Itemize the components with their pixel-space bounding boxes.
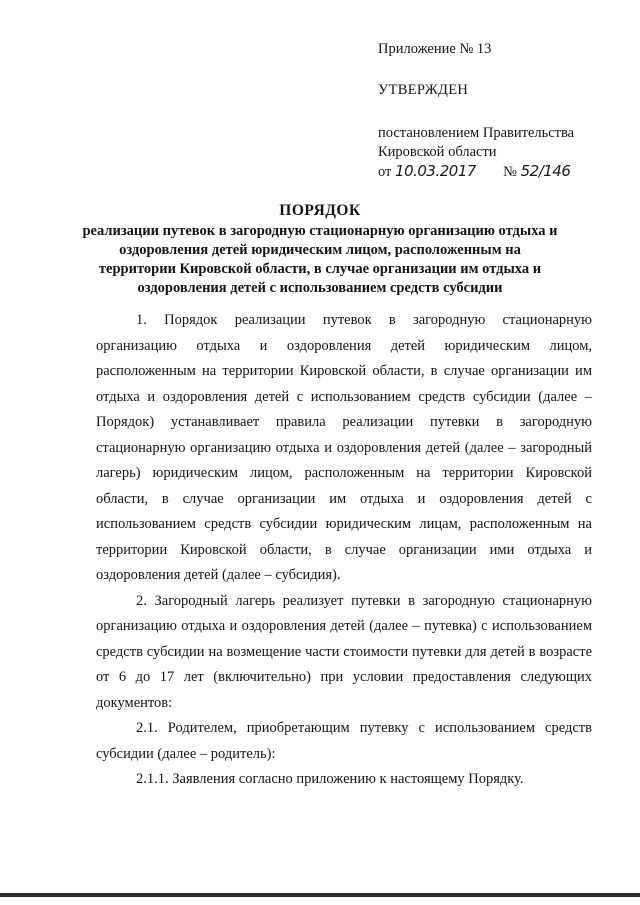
scan-bottom-edge bbox=[0, 893, 640, 897]
decree-line-2: Кировской области bbox=[378, 144, 497, 160]
document-body bbox=[96, 308, 592, 793]
handwritten-number: 52/146 bbox=[520, 162, 571, 180]
number-prefix: № bbox=[503, 164, 518, 180]
document-subtitle: реализации путевок в загородную стационарную организацию отдыха и оздоровления детей юридическим лицом, расположенным на территории Кировской области, в случае организации им отдыха и оздоровления детей с использованием средств субсидии bbox=[82, 223, 558, 296]
paragraph-1: 1. Порядок реализации путевок в загородную стационарную организацию отдыха и оздоровления детей юридическим лицом, расположенным на территории Кировской области, в случае организации им отдыха и оздоровления детей с использованием средств субсидии (далее – Порядок) устанавливает правила реализации путевки в загородную стационарную организацию отдыха и оздоровления детей (далее – загородный лагерь) юридическим лицом, расположенным на территории Кировской области, в случае организации им отдыха и оздоровления детей с использованием средств субсидии юридическим лицам, расположенным на территории Кировской области, в случае организации ими отдыха и оздоровления детей (далее – субсидия). bbox=[96, 312, 592, 583]
approved-heading: УТВЕРЖДЕН bbox=[378, 82, 469, 98]
handwritten-date: 10.03.2017 bbox=[395, 162, 476, 180]
date-prefix: от bbox=[378, 164, 392, 180]
document-title: ПОРЯДОК bbox=[279, 202, 361, 219]
appendix-number: Приложение № 13 bbox=[378, 41, 492, 57]
decree-line-1: постановлением Правительства bbox=[378, 125, 575, 141]
approval-block bbox=[378, 40, 628, 182]
paragraph-2-1: 2.1. Родителем, приобретающим путевку с использованием средств субсидии (далее – родитель): bbox=[96, 720, 592, 762]
decree-date-line bbox=[378, 162, 628, 182]
paragraph-2-1-1: 2.1.1. Заявления согласно приложению к настоящему Порядку. bbox=[136, 771, 524, 787]
paragraph-2: 2. Загородный лагерь реализует путевки в загородную стационарную организацию отдыха и оздоровления детей (далее – путевка) с использованием средств субсидии на возмещение части стоимости путевки для детей в возрасте от 6 до 17 лет (включительно) при условии предоставления следующих документов: bbox=[96, 592, 592, 711]
